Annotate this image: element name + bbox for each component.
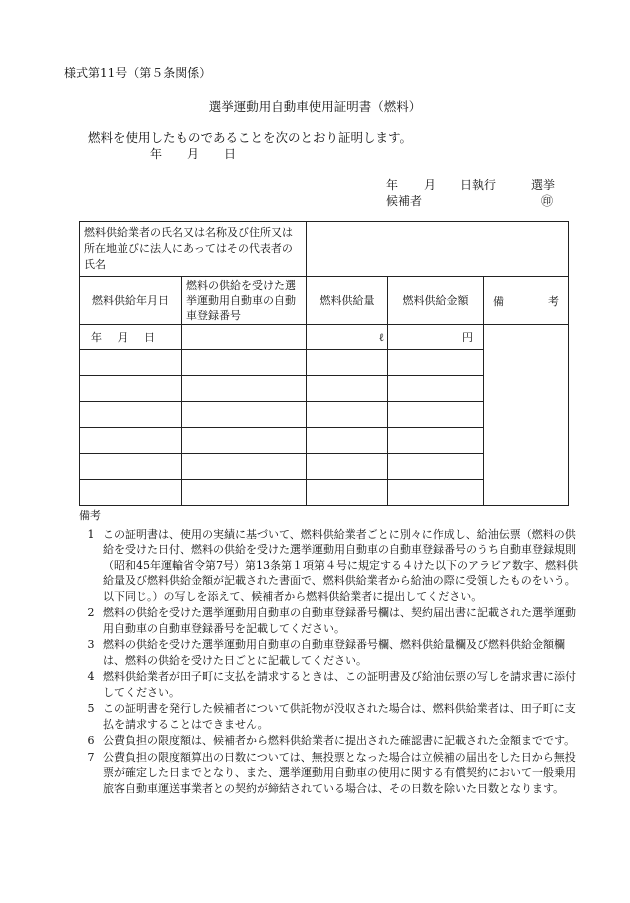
vehicle-field[interactable] bbox=[182, 376, 307, 402]
note-text: この証明書を発行した候補者について供託物が没収された場合は、燃料供給業者は、田子町に支払を請求することはできません。 bbox=[103, 702, 576, 731]
date-field[interactable] bbox=[80, 402, 182, 428]
quantity-field[interactable] bbox=[307, 325, 388, 350]
quantity-field[interactable] bbox=[307, 350, 388, 376]
date-field[interactable] bbox=[80, 454, 182, 480]
note-number: 1 bbox=[87, 527, 95, 541]
election-label: 選挙 bbox=[531, 178, 556, 192]
execution-month-label: 月 bbox=[424, 178, 437, 192]
amount-field[interactable] bbox=[388, 376, 484, 402]
note-text: 公費負担の限度額は、候補者から燃料供給業者に提出された確認書に記載された金額までです。 bbox=[103, 734, 576, 747]
quantity-field[interactable] bbox=[307, 402, 388, 428]
document-title: 選挙運動用自動車使用証明書（燃料） bbox=[208, 99, 422, 114]
note-number: 5 bbox=[87, 702, 95, 715]
fuel-supply-table bbox=[79, 221, 569, 506]
date-field[interactable] bbox=[80, 325, 182, 350]
vehicle-field[interactable] bbox=[182, 325, 307, 350]
note-item bbox=[79, 637, 579, 668]
amount-unit: 円 bbox=[462, 331, 474, 344]
header-supply-date: 燃料供給年月日 bbox=[80, 277, 182, 325]
amount-field[interactable] bbox=[388, 402, 484, 428]
note-item bbox=[79, 669, 579, 700]
note-item bbox=[79, 750, 579, 797]
amount-field[interactable] bbox=[388, 454, 484, 480]
candidate-label: 候補者 bbox=[386, 194, 423, 208]
remarks-field[interactable] bbox=[484, 325, 569, 506]
vehicle-field[interactable] bbox=[182, 428, 307, 454]
header-remarks-char-1: 備 bbox=[493, 294, 505, 308]
vehicle-field[interactable] bbox=[182, 350, 307, 376]
date-field[interactable] bbox=[80, 350, 182, 376]
note-text: 公費負担の限度額算出の日数については、無投票となった場合は立候補の届出をした日から無投票が確定した日までとなり、また、選挙運動用自動車の使用に関する有償契約において一般乗用旅客自動車運送事業者との契約が締結されている場合は、その日数を除いた日数となります。 bbox=[103, 750, 576, 795]
vehicle-field[interactable] bbox=[182, 454, 307, 480]
quantity-field[interactable] bbox=[307, 428, 388, 454]
supplier-name-field[interactable] bbox=[307, 222, 569, 277]
date-field[interactable] bbox=[80, 480, 182, 506]
note-text: この証明書は、使用の実績に基づいて、燃料供給業者ごとに別々に作成し、給油伝票（燃料の供給を受けた日付、燃料の供給を受けた選挙運動用自動車の自動車登録番号のうち自動車登録規則（昭和45年運輸省令第7号）第13条第１項第４号に規定する４けた以下のアラビア数字、燃料供給量及び燃料供給金額が記載された書面で、燃料供給業者から給油の際に受領したものをいう。以下同じ。）の写しを添えて、候補者から燃料供給業者に提出してください。 bbox=[103, 527, 578, 603]
amount-field[interactable] bbox=[388, 325, 484, 350]
note-item bbox=[79, 733, 579, 749]
quantity-unit: ℓ bbox=[378, 330, 385, 344]
quantity-field[interactable] bbox=[307, 376, 388, 402]
header-remarks bbox=[484, 277, 569, 325]
certify-month-label: 月 bbox=[187, 147, 200, 161]
header-supply-quantity: 燃料供給量 bbox=[307, 277, 388, 325]
note-number: 3 bbox=[87, 638, 95, 651]
header-remarks-char-2: 考 bbox=[548, 294, 560, 308]
note-item bbox=[79, 527, 579, 605]
note-text: 燃料供給業者が田子町に支払を請求するときは、この証明書及び給油伝票の写しを請求書に添付してください。 bbox=[103, 670, 576, 699]
note-item bbox=[79, 605, 579, 636]
execution-year-label: 年 bbox=[386, 178, 399, 192]
date-field[interactable] bbox=[80, 376, 182, 402]
row-year-label: 年 bbox=[91, 331, 102, 344]
quantity-field[interactable] bbox=[307, 454, 388, 480]
note-number: 6 bbox=[87, 734, 95, 747]
quantity-field[interactable] bbox=[307, 480, 388, 506]
amount-field[interactable] bbox=[388, 480, 484, 506]
supplier-name-label: 燃料供給業者の氏名又は名称及び住所又は所在地並びに法人にあってはその代表者の氏名 bbox=[80, 222, 307, 277]
header-supply-amount: 燃料供給金額 bbox=[388, 277, 484, 325]
notes-section bbox=[79, 508, 579, 797]
note-item bbox=[79, 701, 579, 732]
execution-day-label: 日執行 bbox=[460, 178, 497, 192]
certify-year-label: 年 bbox=[150, 147, 163, 161]
row-day-label: 日 bbox=[144, 331, 155, 344]
form-number: 様式第11号（第５条関係） bbox=[64, 66, 212, 80]
date-field[interactable] bbox=[80, 428, 182, 454]
certify-day-label: 日 bbox=[224, 147, 237, 161]
intro-text: 燃料を使用したものであることを次のとおり証明します。 bbox=[88, 130, 413, 145]
notes-heading: 備考 bbox=[79, 509, 101, 522]
amount-field[interactable] bbox=[388, 350, 484, 376]
seal-mark: ㊞ bbox=[541, 194, 554, 208]
note-text: 燃料の供給を受けた選挙運動用自動車の自動車登録番号欄、燃料供給量欄及び燃料供給金額欄は、燃料の供給を受けた日ごとに記載してください。 bbox=[103, 638, 565, 667]
amount-field[interactable] bbox=[388, 428, 484, 454]
vehicle-field[interactable] bbox=[182, 402, 307, 428]
note-number: 4 bbox=[87, 670, 95, 683]
vehicle-field[interactable] bbox=[182, 480, 307, 506]
row-month-label: 月 bbox=[117, 331, 129, 344]
note-number: 7 bbox=[87, 750, 95, 764]
note-text: 燃料の供給を受けた選挙運動用自動車の自動車登録番号欄は、契約届出書に記載された選挙運動用自動車の自動車登録番号を記載してください。 bbox=[103, 606, 576, 635]
header-vehicle-registration: 燃料の供給を受けた選挙運動用自動車の自動車登録番号 bbox=[182, 277, 307, 325]
note-number: 2 bbox=[87, 606, 95, 619]
